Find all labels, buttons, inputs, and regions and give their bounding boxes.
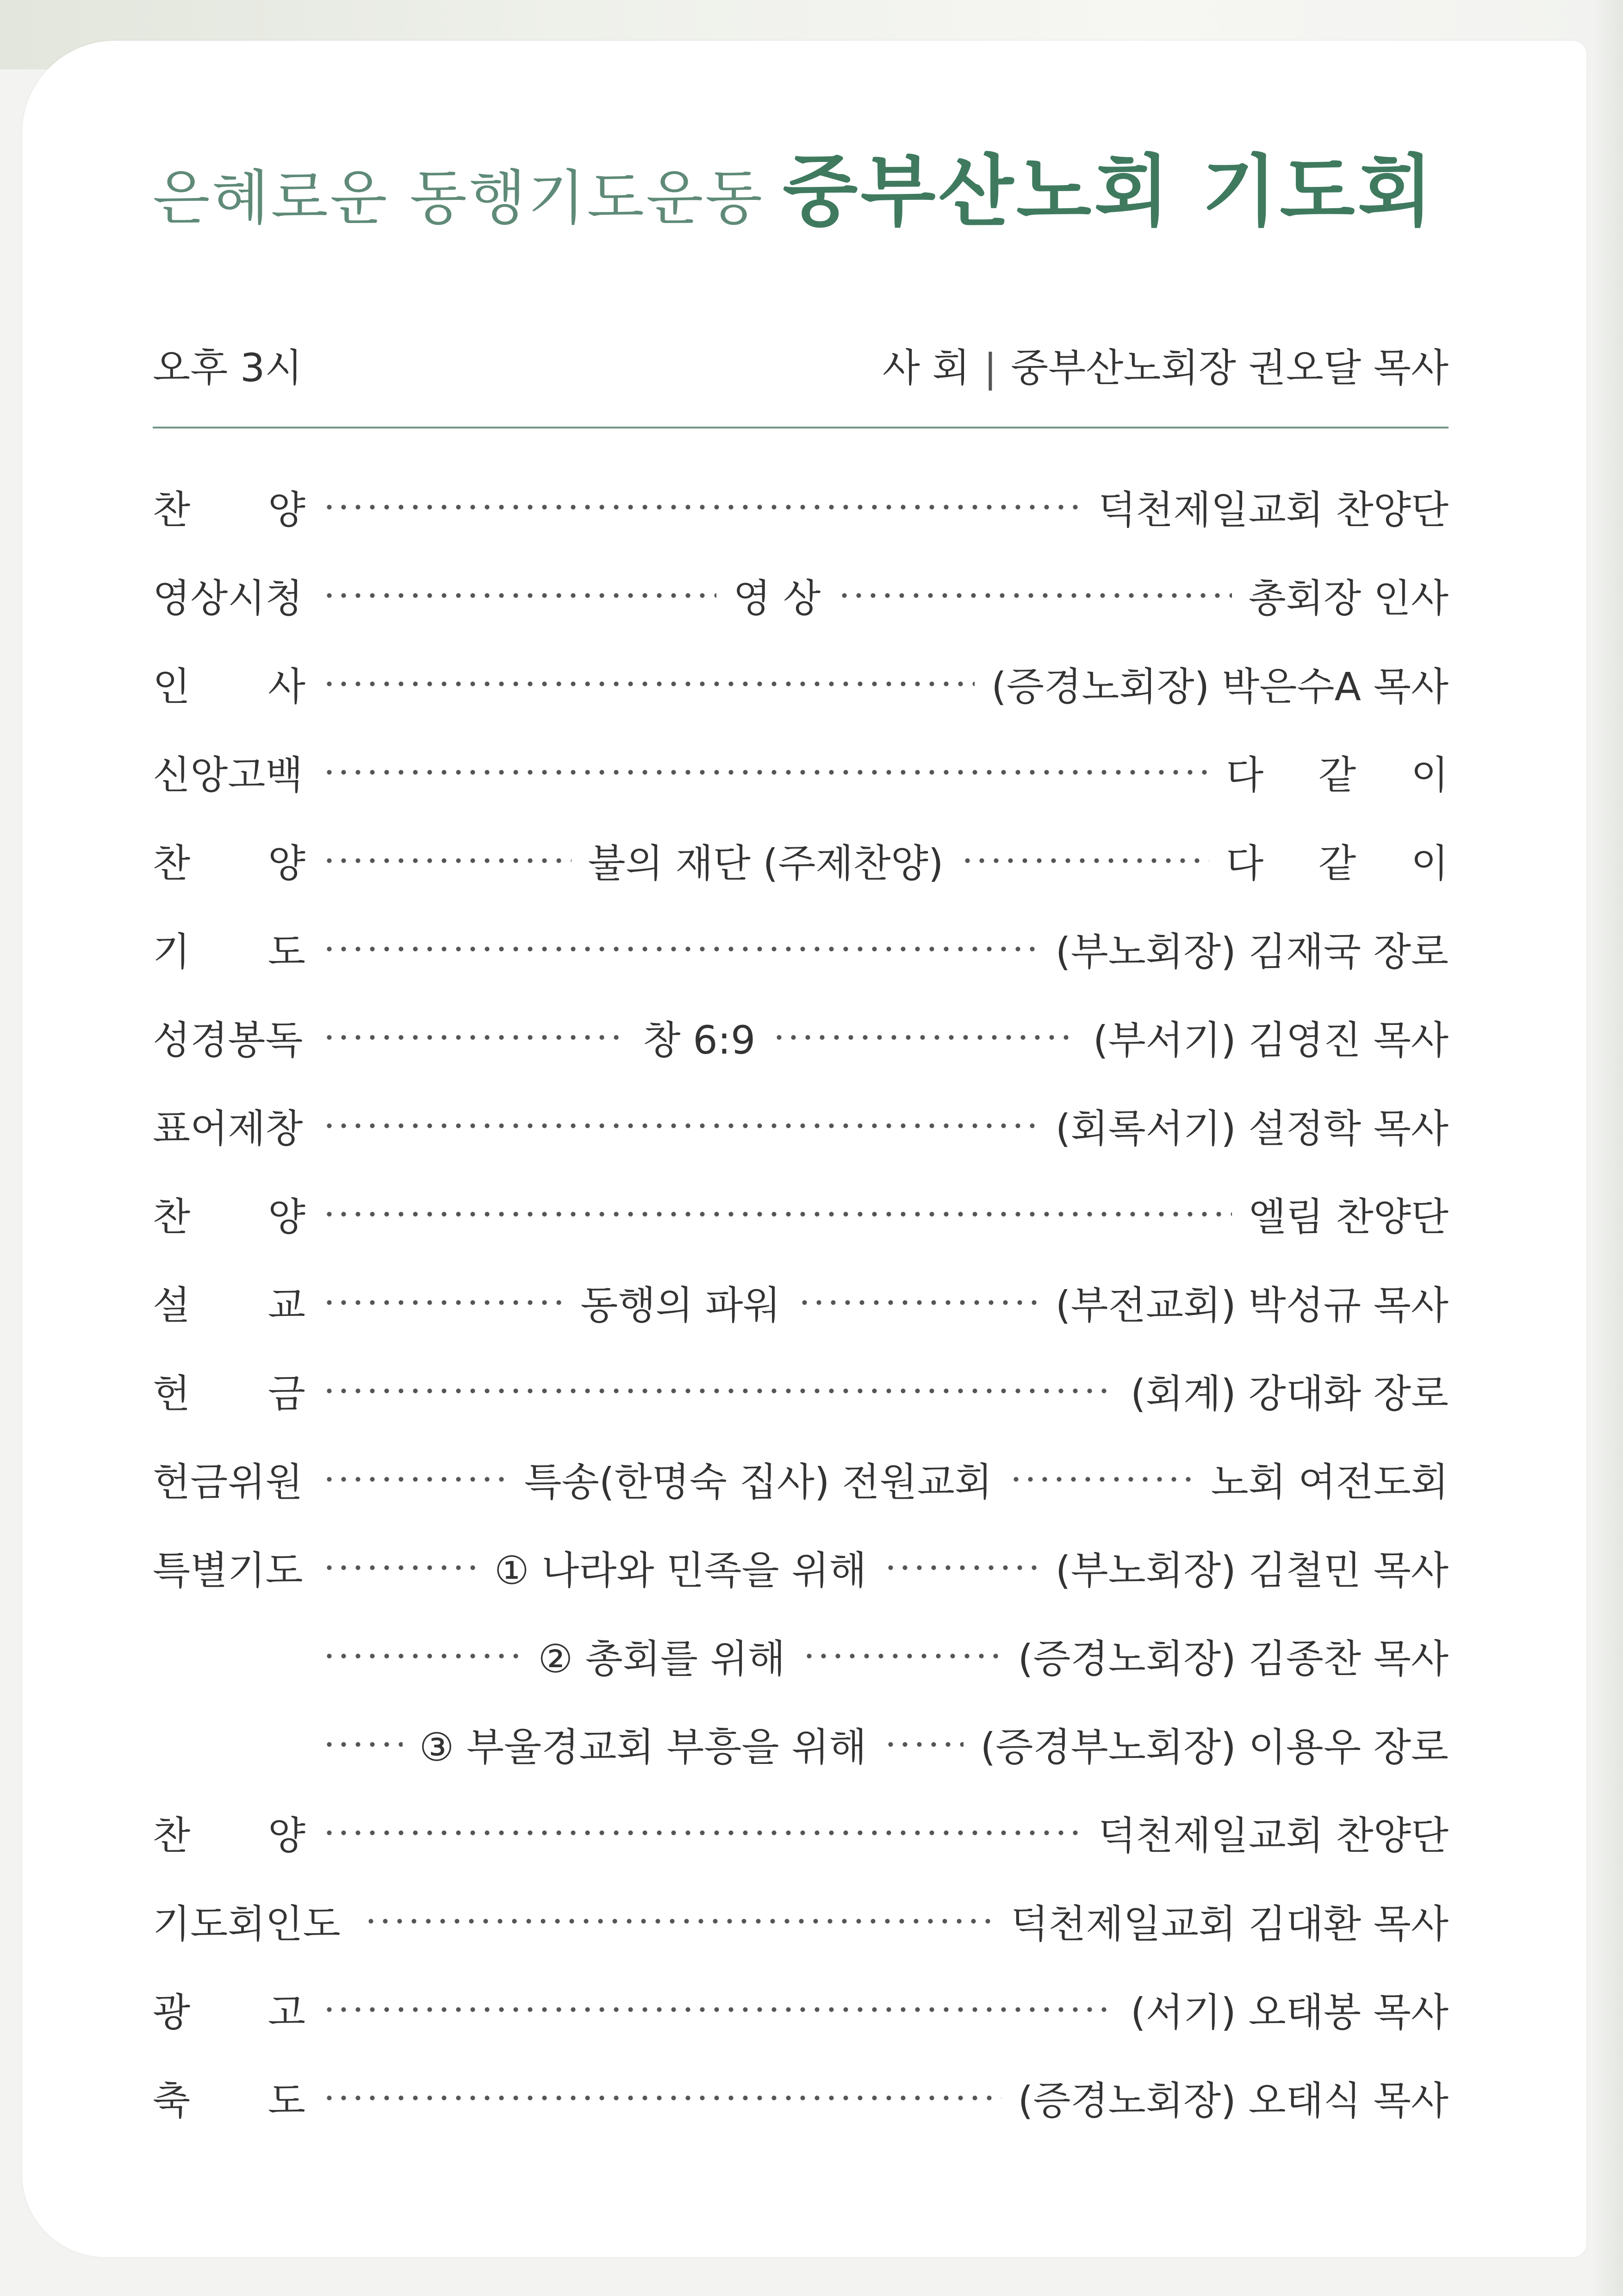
program-row: [153, 639, 1449, 728]
program-leader: (회계) 강대화 장로: [1131, 1371, 1449, 1416]
program-role-part: 성경봉독: [153, 1018, 303, 1063]
program-leader: 엘림 찬양단: [1248, 1194, 1449, 1240]
leader-dots: [322, 1299, 564, 1306]
program-row: [153, 1523, 1449, 1612]
title-main: 중부산노회 기도회: [783, 146, 1436, 237]
program-role-part: 신앙고백: [153, 752, 303, 798]
leader-dots: [322, 592, 716, 599]
host-label: 사 회: [882, 345, 970, 391]
program-role-part: 헌금위원: [153, 1459, 303, 1505]
program-role-part: 교: [267, 1283, 305, 1328]
order-of-service: [153, 463, 1470, 2142]
program-leader: (서기) 오태봉 목사: [1131, 1990, 1449, 2035]
program-item: 영 상: [733, 576, 821, 621]
leader-dots: [322, 1211, 1232, 1217]
leader-dots: [322, 504, 1082, 510]
program-role: [153, 921, 305, 977]
program-item: ③ 부울경교회 부흥을 위해: [419, 1725, 867, 1770]
program-role: [153, 1539, 305, 1595]
leader-dots: [837, 592, 1231, 599]
program-item: 동행의 파워: [580, 1283, 781, 1328]
leader-dots: [797, 1299, 1039, 1306]
host-name: 중부산노회장 권오달 목사: [1011, 345, 1449, 391]
program-row: [153, 1877, 1449, 1965]
program-role-part: 찬: [153, 1813, 191, 1858]
program-item: 창 6:9: [643, 1018, 756, 1063]
program-role: [153, 1893, 347, 1949]
leader-dots: [322, 857, 572, 864]
leader-dots: [322, 2006, 1114, 2013]
program-leader: (증경노회장) 오태식 목사: [1018, 2078, 1449, 2123]
program-row: [153, 1788, 1449, 1877]
program-role-part: 헌: [153, 1371, 191, 1416]
program-row: [153, 463, 1449, 551]
service-host: [883, 342, 1449, 393]
leader-dots: [322, 1034, 626, 1041]
program-row: [153, 728, 1470, 816]
program-leader: (부서기) 김영진 목사: [1093, 1018, 1449, 1063]
leader-dots: [883, 1741, 964, 1748]
leader-dots: [322, 2095, 1001, 2101]
title-subtitle: 은혜로운 동행기도운동: [153, 164, 765, 233]
program-role: [153, 567, 305, 623]
program-role: [153, 656, 305, 712]
page-title: [153, 146, 1436, 237]
program-row: [153, 905, 1449, 993]
leader-dots: [322, 1564, 478, 1571]
leader-dots: [364, 1918, 994, 1924]
leader-dots: [883, 1564, 1039, 1571]
program-role-part: 도: [267, 929, 305, 974]
program-row: [153, 1965, 1449, 2054]
program-row: [153, 1170, 1449, 1258]
program-leader: (회록서기) 설정학 목사: [1055, 1106, 1449, 1151]
program-role: [153, 1009, 305, 1065]
program-role-part: 찬: [153, 841, 191, 886]
program-role: [153, 1363, 305, 1419]
program-role: [153, 1805, 305, 1861]
program-role-part: 기도회인도: [153, 1901, 341, 1947]
program-row: [153, 1081, 1449, 1170]
leader-dots: [322, 1123, 1039, 1129]
program-leader: (부전교회) 박성규 목사: [1055, 1283, 1449, 1328]
leader-dots: [802, 1653, 1001, 1659]
service-time: 오후 3시: [153, 345, 303, 391]
leader-dots: [960, 857, 1210, 864]
program-role-part: 양: [267, 1813, 305, 1858]
program-leader: 다 같 이: [1226, 752, 1470, 798]
program-role-part: 고: [267, 1990, 305, 2035]
program-role-part: 표어제창: [153, 1106, 303, 1151]
leader-dots: [322, 769, 1209, 776]
program-leader: 총회장 인사: [1248, 576, 1449, 621]
program-row: [153, 1700, 1449, 1788]
program-role-part: 설: [153, 1283, 191, 1328]
program-row: [153, 551, 1449, 639]
program-item: 특송(한명숙 집사) 전원교회: [524, 1459, 992, 1505]
leader-dots: [322, 1653, 522, 1659]
program-leader: (부노회장) 김재국 장로: [1055, 929, 1449, 974]
program-role-part: 금: [267, 1371, 305, 1416]
program-role: [153, 1186, 305, 1242]
header-divider: [153, 427, 1449, 428]
program-leader: 노회 여전도회: [1211, 1459, 1449, 1505]
program-leader: 다 같 이: [1226, 841, 1470, 886]
program-role: [153, 832, 305, 888]
program-leader: 덕천제일교회 김대환 목사: [1011, 1901, 1449, 1947]
program-role: [153, 744, 305, 800]
leader-dots: [1009, 1476, 1194, 1483]
program-role: [153, 2070, 305, 2126]
program-item: 불의 재단 (주제찬양): [588, 841, 944, 886]
program-row: [153, 1258, 1449, 1347]
program-row: [153, 1435, 1449, 1523]
program-role-part: 양: [267, 841, 305, 886]
program-role-part: 축: [153, 2078, 191, 2123]
program-leader: (부노회장) 김철민 목사: [1055, 1548, 1449, 1593]
program-role-part: 양: [267, 487, 305, 533]
leader-dots: [322, 681, 975, 687]
program-leader: (증경부노회장) 이용우 장로: [980, 1725, 1449, 1770]
program-item: ① 나라와 민족을 위해: [494, 1548, 867, 1593]
leader-dots: [322, 1741, 403, 1748]
leader-dots: [772, 1034, 1076, 1041]
program-role-part: 영상시청: [153, 576, 303, 621]
leader-dots: [322, 1388, 1114, 1394]
background-edge: [1595, 0, 1623, 2296]
host-separator: |: [983, 345, 997, 391]
program-item: ② 총회를 위해: [538, 1636, 786, 1682]
program-role: [153, 1451, 305, 1507]
program-role-part: 찬: [153, 1194, 191, 1240]
program-role: [153, 1274, 305, 1330]
program-leader: 덕천제일교회 찬양단: [1098, 1813, 1449, 1858]
program-role-part: 기: [153, 929, 191, 974]
leader-dots: [322, 946, 1039, 952]
program-row: [153, 1347, 1449, 1435]
program-role-part: 인: [153, 664, 191, 709]
program-row: [153, 1612, 1449, 1700]
service-info: [153, 342, 1449, 393]
program-role-part: 찬: [153, 487, 191, 533]
program-role-part: 특별기도: [153, 1548, 303, 1593]
program-row: [153, 993, 1449, 1081]
program-row: [153, 2054, 1449, 2142]
program-leader: (증경노회장) 박은수A 목사: [991, 664, 1449, 709]
program-row: [153, 816, 1470, 905]
program-leader: 덕천제일교회 찬양단: [1098, 487, 1449, 533]
leader-dots: [322, 1476, 507, 1483]
program-role-part: 양: [267, 1194, 305, 1240]
program-role: [153, 1981, 305, 2037]
leader-dots: [322, 1830, 1082, 1836]
program-role: [153, 1098, 305, 1154]
program-role-part: 도: [267, 2078, 305, 2123]
program-leader: (증경노회장) 김종찬 목사: [1018, 1636, 1449, 1682]
program-role: [153, 479, 305, 535]
program-role-part: 광: [153, 1990, 191, 2035]
program-role-part: 사: [267, 664, 305, 709]
